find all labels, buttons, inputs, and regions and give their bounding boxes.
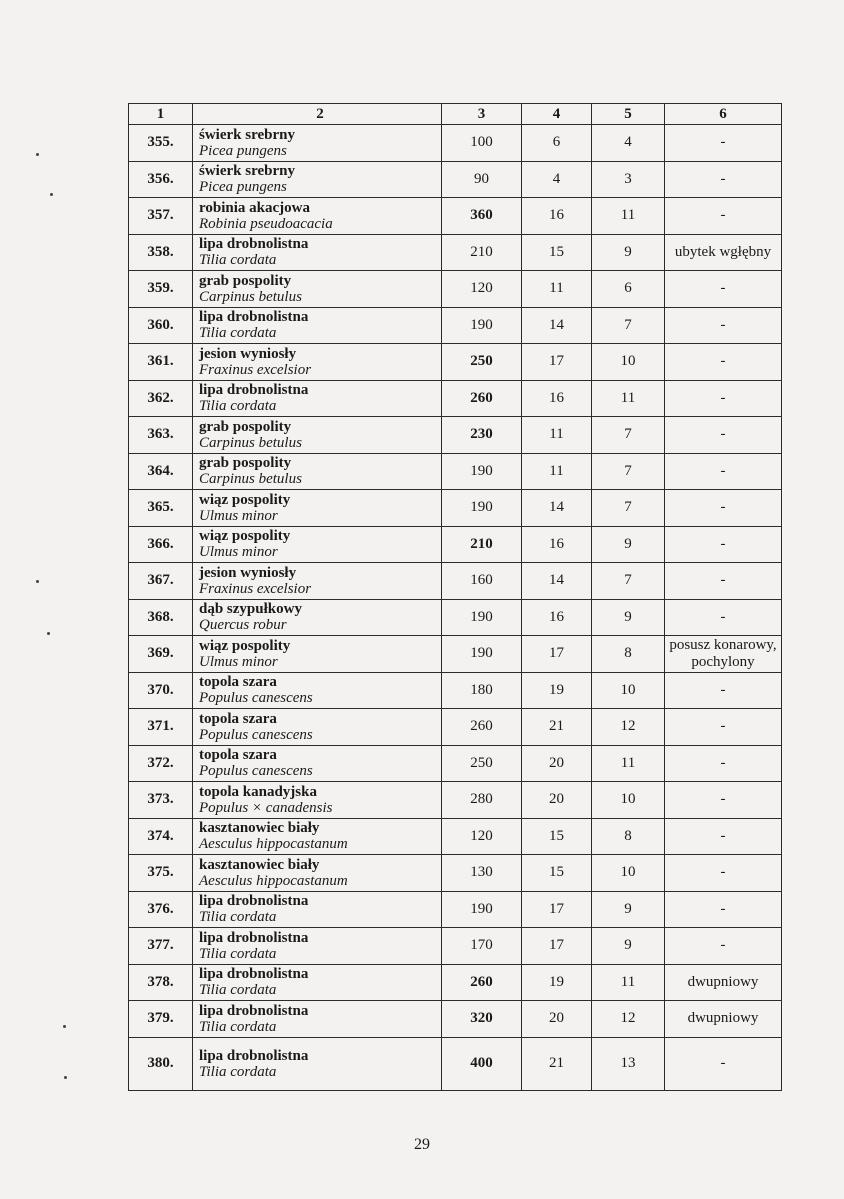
species-polish-name: grab pospolity [199, 455, 292, 472]
species-latin-name: Picea pungens [199, 179, 287, 196]
remarks-cell: - [665, 526, 782, 563]
remarks-cell: - [665, 745, 782, 782]
table-row [129, 125, 782, 162]
species-polish-name: topola kanadyjska [199, 783, 317, 800]
table-body [129, 125, 782, 1091]
column-3-value: 190 [442, 891, 522, 928]
column-4-value: 6 [522, 125, 592, 162]
page-number: 29 [414, 1136, 430, 1153]
row-number: 361. [129, 344, 193, 381]
row-number: 360. [129, 307, 193, 344]
column-4-value: 16 [522, 526, 592, 563]
species-latin-name: Tilia cordata [199, 1063, 277, 1080]
remarks-cell: - [665, 198, 782, 235]
species-polish-name: lipa drobnolistna [199, 309, 309, 326]
species-cell [193, 928, 442, 965]
column-4-value: 20 [522, 1001, 592, 1038]
header-col-3: 3 [442, 104, 522, 125]
table-row [129, 782, 782, 819]
table-row [129, 307, 782, 344]
row-number: 365. [129, 490, 193, 527]
table-row [129, 855, 782, 892]
species-latin-name: Populus × canadensis [199, 799, 333, 816]
column-4-value: 15 [522, 818, 592, 855]
species-latin-name: Tilia cordata [199, 945, 277, 962]
species-latin-name: Picea pungens [199, 142, 287, 159]
header-col-5: 5 [592, 104, 665, 125]
remarks-cell: - [665, 380, 782, 417]
species-cell [193, 672, 442, 709]
species-cell [193, 344, 442, 381]
column-4-value: 15 [522, 234, 592, 271]
remarks-cell: posusz konarowy, pochylony [665, 636, 782, 673]
column-3-value: 190 [442, 453, 522, 490]
table-row [129, 344, 782, 381]
column-4-value: 17 [522, 636, 592, 673]
table-row [129, 745, 782, 782]
scan-speck [50, 193, 53, 196]
column-5-value: 8 [592, 636, 665, 673]
row-number: 371. [129, 709, 193, 746]
row-number: 357. [129, 198, 193, 235]
column-4-value: 16 [522, 198, 592, 235]
column-3-value: 160 [442, 563, 522, 600]
species-latin-name: Tilia cordata [199, 252, 277, 269]
remarks-cell: - [665, 125, 782, 162]
row-number: 368. [129, 599, 193, 636]
row-number: 359. [129, 271, 193, 308]
row-number: 363. [129, 417, 193, 454]
species-cell [193, 1001, 442, 1038]
row-number: 376. [129, 891, 193, 928]
species-polish-name: grab pospolity [199, 272, 292, 289]
remarks-cell: dwupniowy [665, 1001, 782, 1038]
table-row [129, 490, 782, 527]
remarks-cell: - [665, 490, 782, 527]
column-3-value: 190 [442, 490, 522, 527]
species-latin-name: Tilia cordata [199, 325, 277, 342]
species-latin-name: Ulmus minor [199, 653, 278, 670]
species-cell [193, 417, 442, 454]
species-latin-name: Tilia cordata [199, 909, 277, 926]
table-row [129, 234, 782, 271]
species-cell [193, 526, 442, 563]
species-latin-name: Tilia cordata [199, 982, 277, 999]
column-3-value: 210 [442, 234, 522, 271]
column-4-value: 15 [522, 855, 592, 892]
remarks-cell: - [665, 599, 782, 636]
table-row [129, 563, 782, 600]
column-4-value: 11 [522, 271, 592, 308]
row-number: 369. [129, 636, 193, 673]
species-polish-name: lipa drobnolistna [199, 893, 309, 910]
remarks-cell: - [665, 563, 782, 600]
table-row [129, 1001, 782, 1038]
scan-speck [63, 1025, 66, 1028]
remarks-cell: - [665, 891, 782, 928]
table-row [129, 417, 782, 454]
species-cell [193, 818, 442, 855]
column-4-value: 4 [522, 161, 592, 198]
row-number: 377. [129, 928, 193, 965]
column-5-value: 10 [592, 855, 665, 892]
remarks-cell: - [665, 417, 782, 454]
species-polish-name: dąb szypułkowy [199, 601, 302, 618]
species-polish-name: grab pospolity [199, 418, 292, 435]
header-col-1: 1 [129, 104, 193, 125]
row-number: 374. [129, 818, 193, 855]
table-row [129, 672, 782, 709]
column-5-value: 9 [592, 599, 665, 636]
column-3-value: 180 [442, 672, 522, 709]
species-cell [193, 234, 442, 271]
column-5-value: 9 [592, 928, 665, 965]
column-3-value: 260 [442, 380, 522, 417]
remarks-cell: - [665, 307, 782, 344]
row-number: 362. [129, 380, 193, 417]
row-number: 356. [129, 161, 193, 198]
column-5-value: 7 [592, 453, 665, 490]
header-col-6: 6 [665, 104, 782, 125]
species-cell [193, 198, 442, 235]
column-3-value: 230 [442, 417, 522, 454]
species-polish-name: topola szara [199, 710, 277, 727]
species-cell [193, 125, 442, 162]
species-cell [193, 453, 442, 490]
remarks-cell: - [665, 818, 782, 855]
row-number: 370. [129, 672, 193, 709]
remarks-cell: dwupniowy [665, 964, 782, 1001]
remarks-cell: - [665, 161, 782, 198]
column-5-value: 9 [592, 526, 665, 563]
remarks-cell: - [665, 1037, 782, 1090]
species-cell [193, 855, 442, 892]
species-cell [193, 271, 442, 308]
species-latin-name: Populus canescens [199, 763, 313, 780]
column-5-value: 11 [592, 964, 665, 1001]
scan-speck [64, 1076, 67, 1079]
species-cell [193, 636, 442, 673]
row-number: 380. [129, 1037, 193, 1090]
column-3-value: 190 [442, 636, 522, 673]
species-polish-name: świerk srebrny [199, 163, 295, 180]
row-number: 355. [129, 125, 193, 162]
species-polish-name: lipa drobnolistna [199, 236, 309, 253]
remarks-cell: - [665, 855, 782, 892]
species-latin-name: Carpinus betulus [199, 288, 302, 305]
column-3-value: 190 [442, 307, 522, 344]
column-5-value: 10 [592, 782, 665, 819]
scan-speck [47, 632, 50, 635]
species-latin-name: Robinia pseudoacacia [199, 215, 333, 232]
species-latin-name: Fraxinus excelsior [199, 580, 312, 597]
column-4-value: 20 [522, 745, 592, 782]
species-latin-name: Tilia cordata [199, 398, 277, 415]
species-polish-name: kasztanowiec biały [199, 820, 320, 837]
species-polish-name: lipa drobnolistna [199, 966, 309, 983]
column-4-value: 11 [522, 417, 592, 454]
table-header-row [129, 104, 782, 125]
species-polish-name: lipa drobnolistna [199, 929, 309, 946]
header-col-4: 4 [522, 104, 592, 125]
column-5-value: 11 [592, 198, 665, 235]
table-row [129, 928, 782, 965]
column-5-value: 10 [592, 344, 665, 381]
column-3-value: 360 [442, 198, 522, 235]
row-number: 378. [129, 964, 193, 1001]
species-cell [193, 782, 442, 819]
column-3-value: 320 [442, 1001, 522, 1038]
column-5-value: 11 [592, 380, 665, 417]
row-number: 367. [129, 563, 193, 600]
column-3-value: 90 [442, 161, 522, 198]
species-cell [193, 599, 442, 636]
table-row [129, 1037, 782, 1090]
column-4-value: 19 [522, 672, 592, 709]
column-5-value: 12 [592, 1001, 665, 1038]
species-latin-name: Fraxinus excelsior [199, 361, 312, 378]
species-latin-name: Tilia cordata [199, 1018, 277, 1035]
species-cell [193, 891, 442, 928]
remarks-cell: - [665, 344, 782, 381]
table-row [129, 453, 782, 490]
species-latin-name: Populus canescens [199, 690, 313, 707]
species-polish-name: kasztanowiec biały [199, 856, 320, 873]
column-4-value: 21 [522, 1037, 592, 1090]
table-row [129, 599, 782, 636]
species-cell [193, 745, 442, 782]
column-5-value: 7 [592, 307, 665, 344]
tree-inventory-table [128, 103, 782, 1091]
remarks-cell: - [665, 271, 782, 308]
column-5-value: 10 [592, 672, 665, 709]
column-5-value: 12 [592, 709, 665, 746]
remarks-cell: - [665, 709, 782, 746]
column-4-value: 17 [522, 344, 592, 381]
species-polish-name: wiąz pospolity [199, 637, 291, 654]
species-latin-name: Ulmus minor [199, 507, 278, 524]
species-latin-name: Aesculus hippocastanum [199, 872, 348, 889]
column-5-value: 8 [592, 818, 665, 855]
column-4-value: 16 [522, 599, 592, 636]
column-5-value: 11 [592, 745, 665, 782]
species-latin-name: Aesculus hippocastanum [199, 836, 348, 853]
column-4-value: 20 [522, 782, 592, 819]
species-cell [193, 563, 442, 600]
header-col-2: 2 [193, 104, 442, 125]
column-3-value: 210 [442, 526, 522, 563]
species-polish-name: robinia akacjowa [199, 199, 310, 216]
species-cell [193, 490, 442, 527]
species-cell [193, 1037, 442, 1090]
column-3-value: 120 [442, 818, 522, 855]
species-latin-name: Carpinus betulus [199, 471, 302, 488]
column-4-value: 14 [522, 307, 592, 344]
column-4-value: 17 [522, 928, 592, 965]
table-row [129, 380, 782, 417]
row-number: 366. [129, 526, 193, 563]
species-cell [193, 380, 442, 417]
species-latin-name: Carpinus betulus [199, 434, 302, 451]
row-number: 373. [129, 782, 193, 819]
table-row [129, 526, 782, 563]
column-4-value: 11 [522, 453, 592, 490]
column-5-value: 9 [592, 891, 665, 928]
table-row [129, 709, 782, 746]
species-polish-name: wiąz pospolity [199, 528, 291, 545]
species-latin-name: Ulmus minor [199, 544, 278, 561]
table-row [129, 271, 782, 308]
species-cell [193, 964, 442, 1001]
column-5-value: 9 [592, 234, 665, 271]
row-number: 375. [129, 855, 193, 892]
column-5-value: 7 [592, 417, 665, 454]
species-latin-name: Populus canescens [199, 726, 313, 743]
species-cell [193, 709, 442, 746]
species-latin-name: Quercus robur [199, 617, 287, 634]
column-5-value: 3 [592, 161, 665, 198]
species-polish-name: lipa drobnolistna [199, 1047, 309, 1064]
table-row [129, 161, 782, 198]
column-4-value: 19 [522, 964, 592, 1001]
column-3-value: 100 [442, 125, 522, 162]
remarks-cell: - [665, 453, 782, 490]
remarks-cell: ubytek wgłębny [665, 234, 782, 271]
column-3-value: 130 [442, 855, 522, 892]
column-3-value: 260 [442, 964, 522, 1001]
column-3-value: 260 [442, 709, 522, 746]
table-row [129, 891, 782, 928]
species-cell [193, 307, 442, 344]
species-polish-name: topola szara [199, 674, 277, 691]
table-row [129, 818, 782, 855]
remarks-cell: - [665, 672, 782, 709]
species-polish-name: jesion wyniosły [199, 564, 297, 581]
column-3-value: 170 [442, 928, 522, 965]
column-4-value: 21 [522, 709, 592, 746]
column-4-value: 17 [522, 891, 592, 928]
column-3-value: 400 [442, 1037, 522, 1090]
column-3-value: 120 [442, 271, 522, 308]
column-5-value: 6 [592, 271, 665, 308]
table-row [129, 964, 782, 1001]
table-row [129, 636, 782, 673]
column-5-value: 7 [592, 563, 665, 600]
species-polish-name: lipa drobnolistna [199, 1002, 309, 1019]
row-number: 379. [129, 1001, 193, 1038]
column-5-value: 13 [592, 1037, 665, 1090]
species-polish-name: świerk srebrny [199, 126, 295, 143]
row-number: 372. [129, 745, 193, 782]
remarks-cell: - [665, 928, 782, 965]
species-polish-name: lipa drobnolistna [199, 382, 309, 399]
scan-speck [36, 580, 39, 583]
column-3-value: 280 [442, 782, 522, 819]
species-polish-name: wiąz pospolity [199, 491, 291, 508]
column-3-value: 250 [442, 745, 522, 782]
species-cell [193, 161, 442, 198]
remarks-cell: - [665, 782, 782, 819]
row-number: 358. [129, 234, 193, 271]
column-4-value: 16 [522, 380, 592, 417]
column-4-value: 14 [522, 563, 592, 600]
table-row [129, 198, 782, 235]
column-3-value: 250 [442, 344, 522, 381]
column-5-value: 7 [592, 490, 665, 527]
column-3-value: 190 [442, 599, 522, 636]
species-polish-name: topola szara [199, 747, 277, 764]
scan-speck [36, 153, 39, 156]
row-number: 364. [129, 453, 193, 490]
column-5-value: 4 [592, 125, 665, 162]
column-4-value: 14 [522, 490, 592, 527]
species-polish-name: jesion wyniosły [199, 345, 297, 362]
